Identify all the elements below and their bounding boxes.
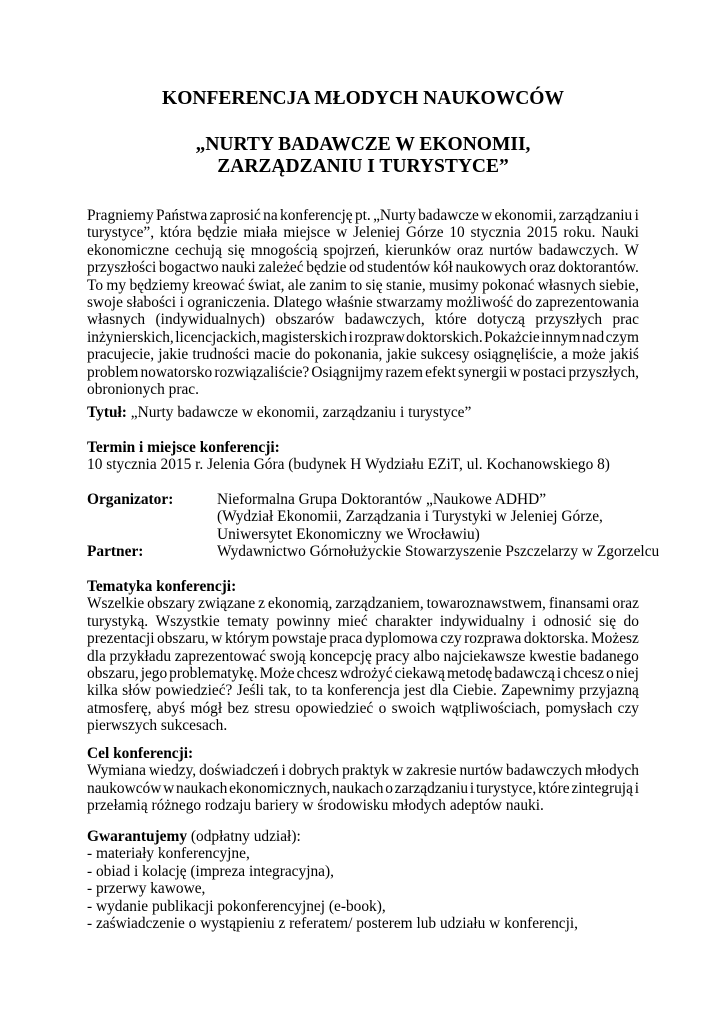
- word: bogactwo: [158, 259, 219, 277]
- word: Jeśli: [236, 682, 265, 700]
- word: synergii: [458, 363, 508, 381]
- word: prezentacji: [87, 630, 155, 648]
- list-item: - obiad i kolację (impreza integracyjna),: [87, 862, 334, 880]
- word: oraz: [456, 241, 484, 259]
- word: w: [481, 207, 493, 224]
- word: możliwość: [446, 293, 514, 311]
- word: i: [531, 612, 537, 630]
- word: bez: [227, 699, 249, 717]
- word: od: [349, 259, 365, 277]
- word: które: [435, 311, 467, 329]
- word: do: [516, 293, 533, 311]
- topics-section: [87, 578, 639, 735]
- word: kilka: [87, 682, 118, 700]
- word: naukowców: [87, 779, 162, 797]
- word: Pragniemy: [87, 207, 154, 224]
- organizer-line: Uniwersytet Ekonomiczny we Wrocławiu): [217, 525, 480, 543]
- word: studentów: [367, 259, 431, 277]
- word: które: [537, 779, 570, 797]
- word: jakie: [158, 346, 189, 364]
- word: prac: [612, 311, 639, 329]
- guarantee-label: Gwarantujemy: [87, 828, 188, 845]
- list-item: - materiały konferencyjne,: [87, 845, 250, 863]
- goal-label: Cel konferencji:: [87, 745, 194, 762]
- word: Możesz: [591, 630, 639, 648]
- paragraph-line: [87, 665, 639, 682]
- word: naukach: [332, 779, 384, 797]
- paragraph-line: [87, 329, 639, 346]
- word: doświadczeń: [199, 762, 279, 780]
- word: turystyką.: [87, 612, 149, 630]
- word: młodych: [585, 762, 639, 780]
- word: i: [348, 328, 353, 346]
- word: trudności: [192, 346, 250, 364]
- word: w: [163, 779, 175, 797]
- word: Wszystkie: [155, 612, 220, 630]
- subtitle-line: ZARZĄDZANIU I TURYSTYCE”: [217, 156, 509, 177]
- word: przyjazną: [579, 682, 639, 700]
- word: turystyce,: [475, 779, 537, 797]
- word: wdrożyć: [339, 664, 393, 682]
- word: stycznia: [470, 224, 521, 242]
- word: koncepcję: [309, 647, 372, 665]
- guarantee-section: [87, 828, 639, 932]
- word: słów: [122, 682, 152, 700]
- word: jest: [404, 682, 426, 700]
- word: odnosić: [543, 612, 592, 630]
- word: miała: [243, 224, 278, 242]
- document-title: KONFERENCJA MŁODYCH NAUKOWCÓW: [162, 88, 564, 109]
- word: dla: [429, 682, 449, 700]
- word: doktorantów.: [558, 259, 639, 277]
- word: zakresie: [406, 762, 457, 780]
- word: zaprezentować: [174, 647, 267, 665]
- paragraph-line: pierwszych sukcesach.: [87, 717, 228, 735]
- word: pracujecie,: [87, 346, 155, 364]
- word: mógł: [190, 699, 223, 717]
- word: dobrych: [288, 762, 340, 780]
- word: czy: [617, 699, 639, 717]
- word: licencjackich,: [175, 328, 261, 346]
- word: i: [634, 207, 639, 224]
- word: razem: [385, 363, 423, 381]
- word: powinny: [276, 612, 331, 630]
- word: nowatorsko: [140, 363, 213, 381]
- word: najciekawsze: [443, 647, 526, 665]
- word: z: [258, 595, 265, 613]
- word: badanego: [579, 647, 639, 665]
- word: albo: [413, 647, 440, 665]
- partner-label: Partner:: [87, 543, 144, 560]
- word: i: [179, 293, 184, 311]
- word: roku.: [563, 224, 596, 242]
- paragraph-line: obronionych prac.: [87, 380, 199, 398]
- organizer-row: [87, 491, 647, 544]
- word: i: [556, 664, 562, 682]
- word: abyś: [156, 699, 186, 717]
- intro-paragraph: [87, 207, 639, 398]
- word: kół: [433, 259, 453, 277]
- word: którym: [224, 630, 270, 648]
- organizer-label: Organizator:: [87, 491, 174, 508]
- word: ekonomią,: [267, 595, 333, 613]
- word: będzie: [197, 224, 238, 242]
- word: praktyk: [342, 762, 390, 780]
- word: ograniczenia.: [187, 293, 270, 311]
- word: badawczych: [506, 762, 583, 780]
- word: się: [227, 241, 245, 259]
- word: problematykę.: [169, 664, 258, 682]
- title-field: [87, 404, 639, 421]
- word: miejsce: [283, 224, 331, 242]
- word: obszary: [147, 595, 196, 613]
- word: która: [159, 224, 192, 242]
- word: Wszelkie: [87, 595, 145, 613]
- word: nurtów: [459, 762, 504, 780]
- word: o: [606, 664, 614, 682]
- word: będzie: [306, 259, 347, 277]
- title-field-value: „Nurty badawcze w ekonomii, zarządzaniu i turystyce”: [126, 404, 472, 421]
- word: właśnie: [325, 293, 373, 311]
- word: zależeć: [258, 259, 304, 277]
- word: ekonomii,: [494, 207, 557, 224]
- conference-subtitle: [87, 134, 639, 178]
- word: charakter: [375, 612, 433, 630]
- word: wątpliwościach,: [440, 699, 541, 717]
- word: zarządzaniu: [558, 207, 633, 224]
- word: postaci: [522, 363, 567, 381]
- word: nauki: [221, 259, 256, 277]
- word: 10: [449, 224, 465, 242]
- word: chcesz: [296, 664, 338, 682]
- word: zintegrują: [571, 779, 633, 797]
- word: w: [336, 224, 348, 242]
- word: dyplomowa: [365, 630, 438, 648]
- word: powiedzieć?: [155, 682, 233, 700]
- paragraph-line: [87, 648, 639, 665]
- word: Jeleniej: [353, 224, 401, 242]
- paragraph-line: [87, 346, 639, 363]
- word: nurtów: [489, 241, 533, 259]
- word: magisterskich: [261, 328, 348, 346]
- word: finansami: [548, 595, 610, 613]
- word: i: [281, 762, 286, 780]
- word: w: [211, 630, 223, 648]
- word: Ciebie.: [452, 682, 497, 700]
- word: wiedzy,: [148, 762, 197, 780]
- word: konferencję: [280, 207, 353, 224]
- word: badawczych,: [344, 311, 425, 329]
- word: będziemy: [129, 276, 190, 294]
- word: przykładu: [109, 647, 172, 665]
- word: W: [624, 241, 639, 259]
- word: związane: [197, 595, 256, 613]
- word: własnych: [537, 276, 596, 294]
- word: obszaru,: [87, 664, 139, 682]
- date-place-section: [87, 439, 639, 474]
- organizer-line: Nieformalna Grupa Doktorantów „Naukowe ADHD”: [217, 491, 547, 508]
- guarantee-label-suffix: (odpłatny udział):: [187, 828, 301, 845]
- word: zaprosić: [209, 207, 261, 224]
- paragraph-line: [87, 700, 639, 717]
- word: spojrzeń,: [323, 241, 380, 259]
- word: stanie,: [386, 276, 426, 294]
- word: kierunków: [385, 241, 451, 259]
- word: osiągnęliście,: [473, 346, 558, 364]
- word: innym: [541, 328, 581, 346]
- word: przyszłych: [535, 311, 603, 329]
- word: To: [87, 276, 104, 294]
- list-item: - przerwy kawowe,: [87, 880, 206, 898]
- word: zanim: [309, 276, 347, 294]
- word: (indywidualnych): [155, 311, 265, 329]
- word: o: [378, 699, 387, 717]
- word: zarządzaniem,: [335, 595, 424, 613]
- word: jakiś: [609, 346, 639, 364]
- word: ciekawą: [394, 664, 445, 682]
- word: towaroznawstwem,: [426, 595, 546, 613]
- paragraph-line: [87, 762, 639, 779]
- word: słabości: [126, 293, 177, 311]
- word: efekt: [425, 363, 456, 381]
- topics-label: Tematyka konferencji:: [87, 578, 237, 595]
- word: nad: [581, 328, 605, 346]
- word: mieć: [337, 612, 368, 630]
- word: tematy: [227, 612, 270, 630]
- paragraph-line: [87, 364, 639, 381]
- organizer-line: (Wydział Ekonomii, Zarządzania i Turystyki w Jeleniej Górze,: [217, 508, 603, 526]
- word: pracy: [375, 647, 410, 665]
- word: dotyczą: [477, 311, 525, 329]
- word: przyszłych,: [568, 363, 639, 381]
- word: w: [392, 762, 404, 780]
- date-place-label: Termin i miejsce konferencji:: [87, 439, 280, 456]
- paragraph-line: [87, 780, 639, 797]
- word: atmosferę,: [87, 699, 152, 717]
- word: i: [469, 779, 475, 797]
- word: „Nurty: [373, 207, 416, 224]
- word: swoje: [87, 293, 123, 311]
- word: Osiągnijmy: [311, 363, 384, 381]
- word: 2015: [526, 224, 558, 242]
- word: jakie: [386, 346, 417, 364]
- word: rozprawa: [464, 630, 522, 648]
- paragraph-line: [87, 207, 639, 224]
- word: to: [350, 276, 363, 294]
- word: problem: [87, 363, 139, 381]
- word: doktorska.: [523, 630, 589, 648]
- word: naukach: [176, 779, 228, 797]
- word: się: [365, 276, 383, 294]
- word: ekonomiczne: [87, 241, 170, 259]
- word: zaprezentowania: [535, 293, 639, 311]
- word: przyszłości: [87, 259, 157, 277]
- goal-section: [87, 745, 639, 815]
- word: Pokażcie: [484, 328, 540, 346]
- paragraph-line: [87, 613, 639, 630]
- word: opowiedzieć: [295, 699, 374, 717]
- word: metodę: [446, 664, 493, 682]
- word: pokonania,: [314, 346, 383, 364]
- subtitle-line: „NURTY BADAWCZE W EKONOMII,: [195, 134, 531, 155]
- word: naukowych: [455, 259, 527, 277]
- word: o: [385, 779, 393, 797]
- word: konferencja: [327, 682, 400, 700]
- word: czym: [605, 328, 639, 346]
- word: własnych: [87, 311, 146, 329]
- word: macie: [253, 346, 291, 364]
- word: na: [263, 207, 278, 224]
- word: my: [106, 276, 127, 294]
- word: oraz: [612, 595, 639, 613]
- date-place-value: 10 stycznia 2015 r. Jelenia Góra (budynek H Wydziału EZiT, ul. Kochanowskiego 8): [87, 456, 610, 474]
- word: badawczą: [494, 664, 555, 682]
- word: do: [623, 612, 639, 630]
- word: do: [294, 346, 311, 364]
- word: inżynierskich,: [87, 328, 174, 346]
- word: jego: [140, 664, 168, 682]
- word: Zapewnimy: [501, 682, 575, 700]
- word: i: [634, 779, 639, 797]
- word: a: [561, 346, 569, 364]
- paragraph-line: [87, 630, 639, 647]
- word: rozpraw: [354, 328, 405, 346]
- word: pokonać: [482, 276, 535, 294]
- word: obszarów: [275, 311, 335, 329]
- word: stresu: [254, 699, 291, 717]
- paragraph-line: [87, 311, 639, 328]
- word: Wymiana: [87, 762, 146, 780]
- word: ta: [311, 682, 323, 700]
- paragraph-line: [87, 682, 639, 699]
- word: musimy: [429, 276, 479, 294]
- word: powstaje: [271, 630, 327, 648]
- word: indywidualny: [439, 612, 525, 630]
- word: mnogością: [250, 241, 318, 259]
- word: może: [572, 346, 606, 364]
- word: Dlatego: [273, 293, 323, 311]
- paragraph-line: [87, 277, 639, 294]
- word: stwarzamy: [376, 293, 443, 311]
- word: świat,: [248, 276, 285, 294]
- word: sukcesy: [420, 346, 470, 364]
- word: cechują: [174, 241, 222, 259]
- word: ekonomicznych,: [229, 779, 331, 797]
- word: czy: [440, 630, 462, 648]
- word: Państwa: [155, 207, 208, 224]
- word: badawcze: [418, 207, 479, 224]
- word: niej: [615, 664, 639, 682]
- list-item: - wydanie publikacji pokonferencyjnej (e-book),: [87, 897, 386, 915]
- paragraph-line: [87, 224, 639, 241]
- word: w: [509, 363, 521, 381]
- word: siebie,: [599, 276, 639, 294]
- word: rozwiązaliście?: [214, 363, 310, 381]
- word: swoich: [391, 699, 436, 717]
- word: Może: [259, 664, 295, 682]
- word: pomysłach: [545, 699, 613, 717]
- word: swoją: [269, 647, 306, 665]
- title-field-label: Tytuł:: [87, 404, 127, 421]
- word: doktorskich.: [406, 328, 483, 346]
- word: oraz: [529, 259, 556, 277]
- guarantee-list: [87, 845, 639, 932]
- list-item: - zaświadczenie o wystąpieniu z referatem/ posterem lub udziału w konferencji,: [87, 914, 579, 932]
- word: obszaru,: [157, 630, 209, 648]
- word: Górze: [405, 224, 444, 242]
- word: to: [295, 682, 308, 700]
- word: ale: [287, 276, 306, 294]
- word: badawczych.: [538, 241, 619, 259]
- partner-value: Wydawnictwo Górnołużyckie Stowarzyszenie Pszczelarzy w Zgorzelcu: [217, 543, 660, 560]
- paragraph-line: [87, 294, 639, 311]
- word: Nauki: [601, 224, 639, 242]
- word: turystyce”,: [87, 224, 155, 242]
- word: chcesz: [563, 664, 605, 682]
- paragraph-line: [87, 595, 639, 612]
- word: się: [598, 612, 617, 630]
- organizer-value: [217, 491, 603, 543]
- paragraph-line: przełamią różnego rodzaju bariery w środowisku młodych adeptów nauki.: [87, 797, 544, 815]
- paragraph-line: [87, 242, 639, 259]
- word: zarządzaniu: [394, 779, 469, 797]
- word: kreować: [192, 276, 245, 294]
- word: praca: [329, 630, 363, 648]
- word: pt.: [354, 207, 371, 224]
- paragraph-line: [87, 259, 639, 276]
- word: tak,: [268, 682, 292, 700]
- word: kwestie: [529, 647, 577, 665]
- word: dla: [87, 647, 106, 665]
